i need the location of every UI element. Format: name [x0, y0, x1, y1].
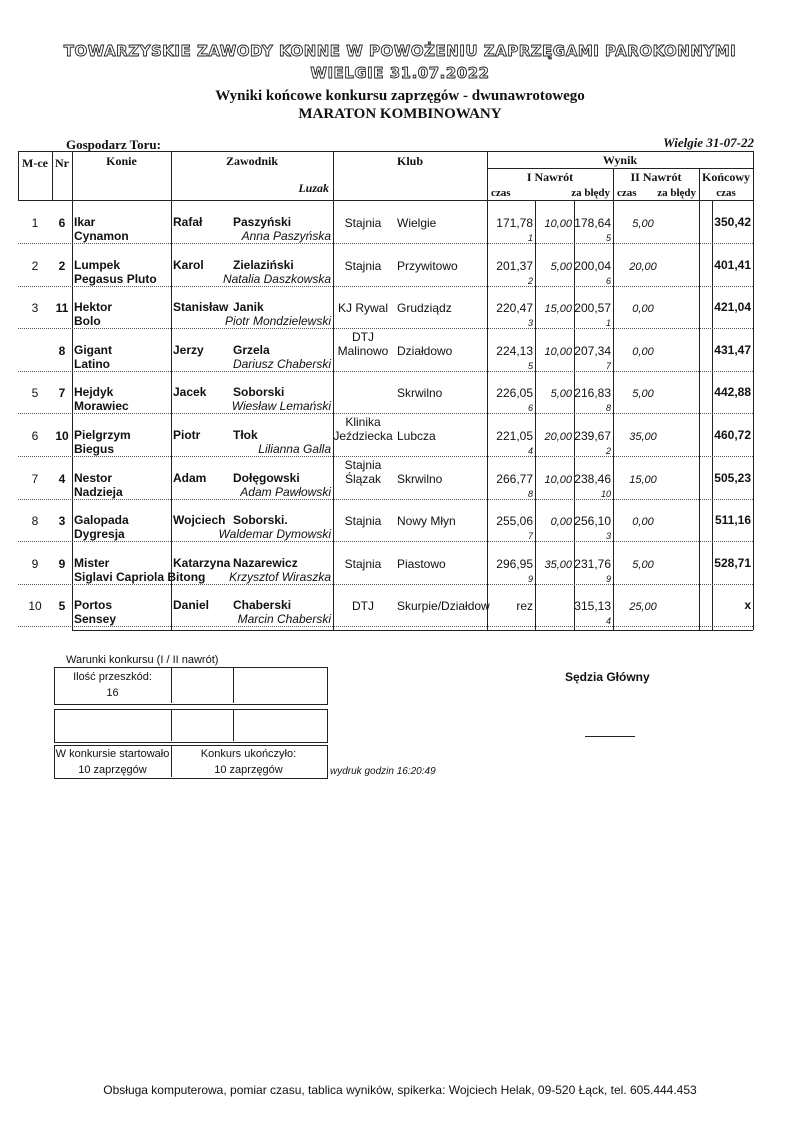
horse-2: Morawiec: [74, 399, 129, 414]
nr-cell: 5: [58, 599, 66, 614]
place-cell: 6: [31, 429, 39, 443]
driver-first: Stanisław: [173, 300, 229, 315]
club-town: Przywitowo: [397, 258, 458, 273]
round1-time: 226,05: [496, 386, 533, 401]
driver-last: Grzela: [233, 342, 270, 357]
horse-1: Nestor: [74, 470, 113, 485]
nr-cell: 10: [55, 429, 69, 443]
club-line-1: DTJ: [352, 329, 374, 344]
row-separator: [18, 286, 753, 287]
club-line-2: KJ Rywal: [337, 301, 388, 316]
round1-faults: 10,00: [544, 345, 572, 358]
club-town: Skurpie/Działdow: [397, 599, 490, 614]
round2-rank: 9: [605, 573, 611, 584]
round1-rank: 2: [527, 275, 533, 286]
round1-rank: 9: [527, 573, 533, 584]
col-round1-faults: za błędy: [571, 187, 610, 199]
round1-time: 296,95: [496, 556, 533, 571]
nr-cell: 2: [58, 258, 66, 273]
club-line-2: Ślązak: [344, 471, 382, 486]
finished-value: 10 zaprzęgów: [214, 764, 283, 776]
round1-faults: 20,00: [544, 431, 572, 443]
club-town: Grudziądz: [397, 301, 452, 316]
competition-name: MARATON KOMBINOWANY: [298, 106, 502, 122]
driver-first: Jacek: [173, 385, 207, 400]
obstacles-label: Ilość przeszkód:: [73, 671, 152, 683]
round2-faults: 0,00: [632, 303, 654, 316]
col-groom: Luzak: [298, 181, 329, 195]
final-time: 421,04: [714, 300, 751, 315]
round2-faults: 0,00: [632, 516, 654, 529]
club-town: Skrwilno: [397, 386, 443, 401]
round2-time-v: 238,46: [574, 471, 611, 486]
round1-rank: 6: [527, 403, 533, 414]
row-separator: [18, 626, 753, 627]
row-separator: [18, 584, 753, 585]
final-time: 528,71: [714, 555, 751, 570]
horse-1: Pielgrzym: [74, 428, 131, 442]
groom-name: Natalia Daszkowska: [222, 271, 331, 286]
driver-last: Janik: [233, 300, 264, 315]
nr-cell: 6: [58, 216, 66, 230]
nr-cell: 4: [58, 471, 66, 486]
round1-rank: 8: [527, 488, 533, 499]
col-round2-time: czas: [617, 187, 637, 199]
driver-first: Rafał: [173, 215, 203, 229]
round2-rank: 2: [605, 446, 611, 456]
round1-rank: 4: [527, 446, 533, 456]
round2-rank: 1: [605, 318, 611, 329]
round1-time: 201,37: [496, 258, 533, 273]
chief-judge-label: Sędzia Główny: [565, 670, 650, 684]
final-time: 511,16: [714, 513, 751, 528]
round1-time: 266,77: [496, 471, 533, 486]
final-time: 350,42: [714, 215, 751, 229]
place-cell: 1: [31, 216, 39, 230]
horse-2: Nadzieja: [74, 484, 123, 499]
row-separator: [18, 499, 753, 500]
round1-time: 171,78: [496, 216, 533, 230]
col-nr: Nr: [55, 156, 69, 170]
driver-first: Katarzyna: [173, 555, 231, 570]
driver-last: Paszyński: [233, 215, 292, 229]
horse-2: Biegus: [74, 442, 115, 456]
round1-faults: 10,00: [544, 473, 572, 486]
driver-first: Jerzy: [173, 342, 204, 357]
finished-label: Konkurs ukończyło:: [200, 748, 297, 760]
club-town: Skrwilno: [397, 471, 443, 486]
footer-credits: Obsługa komputerowa, pomiar czasu, tablica wyników, spikerka: Wojciech Helak, 09-520 Łąck, tel. 605.444.453: [103, 1083, 697, 1097]
row-separator: [18, 243, 753, 244]
round2-time-v: 256,10: [574, 514, 611, 529]
groom-name: Wiesław Lemański: [231, 399, 331, 414]
round2-time-v: 231,76: [574, 556, 611, 571]
place-cell: 3: [31, 301, 39, 316]
driver-first: Daniel: [173, 598, 210, 613]
club-town: Nowy Młyn: [397, 514, 456, 529]
title-line-2: WIELGIE 31.07.2022: [310, 64, 490, 82]
round2-rank: 5: [605, 233, 611, 243]
round1-rank: 1: [527, 233, 533, 243]
groom-name: Lilianna Galla: [258, 442, 331, 456]
club-town: Piastowo: [397, 556, 446, 571]
groom-name: Waldemar Dymowski: [218, 527, 331, 542]
horse-1: Mister: [74, 555, 110, 570]
driver-last: Soborski: [233, 385, 285, 400]
horse-2: Bolo: [74, 314, 101, 329]
horse-1: Lumpek: [74, 257, 121, 272]
final-time: 460,72: [714, 428, 751, 442]
horse-1: Hejdyk: [74, 385, 114, 400]
groom-name: Dariusz Chaberski: [232, 356, 331, 371]
col-round1: I Nawrót: [526, 170, 574, 184]
round2-faults: 15,00: [629, 473, 657, 486]
groom-name: Anna Paszyńska: [241, 229, 331, 243]
col-round1-time: czas: [491, 187, 511, 199]
final-time: x: [744, 598, 751, 613]
place-cell: 5: [31, 386, 39, 401]
nr-cell: 3: [58, 514, 66, 529]
round2-time-v: 207,34: [574, 343, 611, 358]
round1-time: 221,05: [496, 429, 533, 443]
round1-time: rez: [516, 599, 533, 614]
round2-rank: 10: [600, 488, 611, 499]
horse-1: Galopada: [74, 513, 129, 528]
club-line-2: DTJ: [352, 599, 374, 614]
round1-rank: 5: [527, 360, 533, 371]
judge-signature-line: [585, 736, 635, 737]
round1-faults: 0,00: [550, 516, 572, 529]
round2-faults: 25,00: [629, 601, 657, 614]
round1-time: 220,47: [496, 301, 533, 316]
club-line-2: Stajnia: [344, 258, 382, 273]
round2-faults: 0,00: [632, 345, 654, 358]
round2-rank: 3: [605, 531, 611, 542]
col-final-time: czas: [716, 187, 736, 199]
place-cell: 2: [31, 258, 39, 273]
round1-faults: 15,00: [544, 303, 572, 316]
club-line-1: Stajnia: [344, 457, 382, 472]
driver-first: Adam: [173, 470, 207, 485]
round2-time-v: 178,64: [574, 216, 611, 230]
col-horses: Konie: [106, 154, 137, 168]
round2-faults: 5,00: [632, 388, 654, 401]
horse-1: Gigant: [74, 342, 112, 357]
subtitle: Wyniki końcowe konkursu zaprzęgów - dwunawrotowego: [215, 88, 585, 104]
groom-name: Marcin Chaberski: [237, 612, 331, 627]
driver-last: Dołęgowski: [233, 470, 300, 485]
club-town: Lubcza: [397, 429, 436, 443]
col-round2: II Nawrót: [630, 170, 682, 184]
started-label: W konkursie startowało: [55, 748, 170, 760]
driver-first: Piotr: [173, 428, 201, 442]
col-round2-faults: za błędy: [657, 187, 696, 199]
round2-time-v: 200,57: [574, 301, 611, 316]
round1-faults: 35,00: [544, 558, 572, 571]
final-time: 431,47: [714, 342, 751, 357]
final-time: 505,23: [714, 470, 751, 485]
round2-rank: 7: [605, 360, 611, 371]
round2-rank: 4: [605, 616, 611, 627]
round2-time-v: 216,83: [574, 386, 611, 401]
club-line-2: Stajnia: [344, 514, 382, 529]
round1-faults: 5,00: [550, 260, 572, 273]
driver-last: Soborski.: [233, 513, 288, 528]
started-value: 10 zaprzęgów: [78, 764, 147, 776]
row-separator: [18, 541, 753, 542]
driver-first: Wojciech: [173, 513, 226, 528]
round1-time: 224,13: [496, 343, 533, 358]
empty-conditions-box: [54, 709, 328, 743]
club-town: Wielgie: [397, 216, 437, 230]
col-place: M-ce: [22, 156, 48, 170]
round1-rank: 3: [527, 318, 533, 329]
obstacles-value: 16: [106, 687, 119, 699]
horse-1: Ikar: [74, 215, 96, 229]
printout-time: wydruk godzin 16:20:49: [330, 766, 436, 777]
col-club: Klub: [396, 154, 423, 168]
club-town: Działdowo: [397, 343, 453, 358]
round2-time-v: 239,67: [574, 429, 611, 443]
place-cell: 8: [31, 514, 39, 529]
col-result: Wynik: [602, 153, 638, 167]
club-line-1: Klinika: [345, 415, 381, 429]
nr-cell: 11: [55, 301, 69, 316]
round2-time-v: 315,13: [574, 599, 611, 614]
groom-name: Krzysztof Wiraszka: [229, 569, 331, 584]
title-line-1: TOWARZYSKIE ZAWODY KONNE W POWOŻENIU ZAPRZĘGAMI PAROKONNYMI: [63, 42, 737, 60]
round2-faults: 35,00: [629, 431, 657, 443]
round2-rank: 8: [605, 403, 611, 414]
round1-rank: 7: [527, 531, 533, 542]
driver-first: Karol: [173, 257, 204, 272]
driver-last: Zielaziński: [233, 257, 294, 272]
round1-faults: 5,00: [550, 388, 572, 401]
club-line-2: Stajnia: [344, 556, 382, 571]
round2-faults: 5,00: [632, 218, 654, 230]
driver-last: Chaberski: [233, 598, 292, 613]
place-cell: 7: [31, 471, 39, 486]
horse-2: Pegasus Pluto: [74, 271, 157, 286]
club-line-2: Malinowo: [337, 343, 389, 358]
host-label: Gospodarz Toru:: [66, 137, 161, 152]
place-cell: 9: [31, 556, 39, 571]
horse-1: Hektor: [74, 300, 113, 315]
row-separator: [18, 371, 753, 372]
round2-faults: 5,00: [632, 558, 654, 571]
groom-name: Adam Pawłowski: [240, 484, 331, 499]
horse-2: Cynamon: [74, 229, 129, 243]
driver-last: Tłok: [233, 428, 258, 442]
groom-name: Piotr Mondzielewski: [224, 314, 331, 329]
round2-faults: 20,00: [629, 260, 657, 273]
final-time: 442,88: [714, 385, 751, 400]
round2-time-v: 200,04: [574, 258, 611, 273]
club-line-2: Jeździecka: [333, 429, 393, 443]
nr-cell: 8: [58, 343, 66, 358]
place-cell: 10: [28, 599, 42, 614]
horse-2: Sensey: [74, 612, 117, 627]
horse-2: Siglavi Capriola Bitong: [74, 569, 206, 584]
driver-last: Nazarewicz: [233, 555, 298, 570]
place-date: Wielgie 31-07-22: [663, 135, 754, 150]
col-driver: Zawodnik: [225, 154, 279, 168]
col-final: Końcowy: [702, 170, 750, 184]
round1-time: 255,06: [496, 514, 533, 529]
horse-2: Latino: [74, 356, 110, 371]
horse-1: Portos: [74, 598, 113, 613]
round2-rank: 6: [605, 275, 611, 286]
round1-faults: 10,00: [544, 218, 572, 230]
final-time: 401,41: [714, 257, 751, 272]
conditions-title: Warunki konkursu (I / II nawrót): [66, 654, 219, 666]
nr-cell: 9: [58, 556, 66, 571]
nr-cell: 7: [58, 386, 66, 401]
club-line-2: Stajnia: [344, 216, 382, 230]
horse-2: Dygresja: [74, 527, 125, 542]
